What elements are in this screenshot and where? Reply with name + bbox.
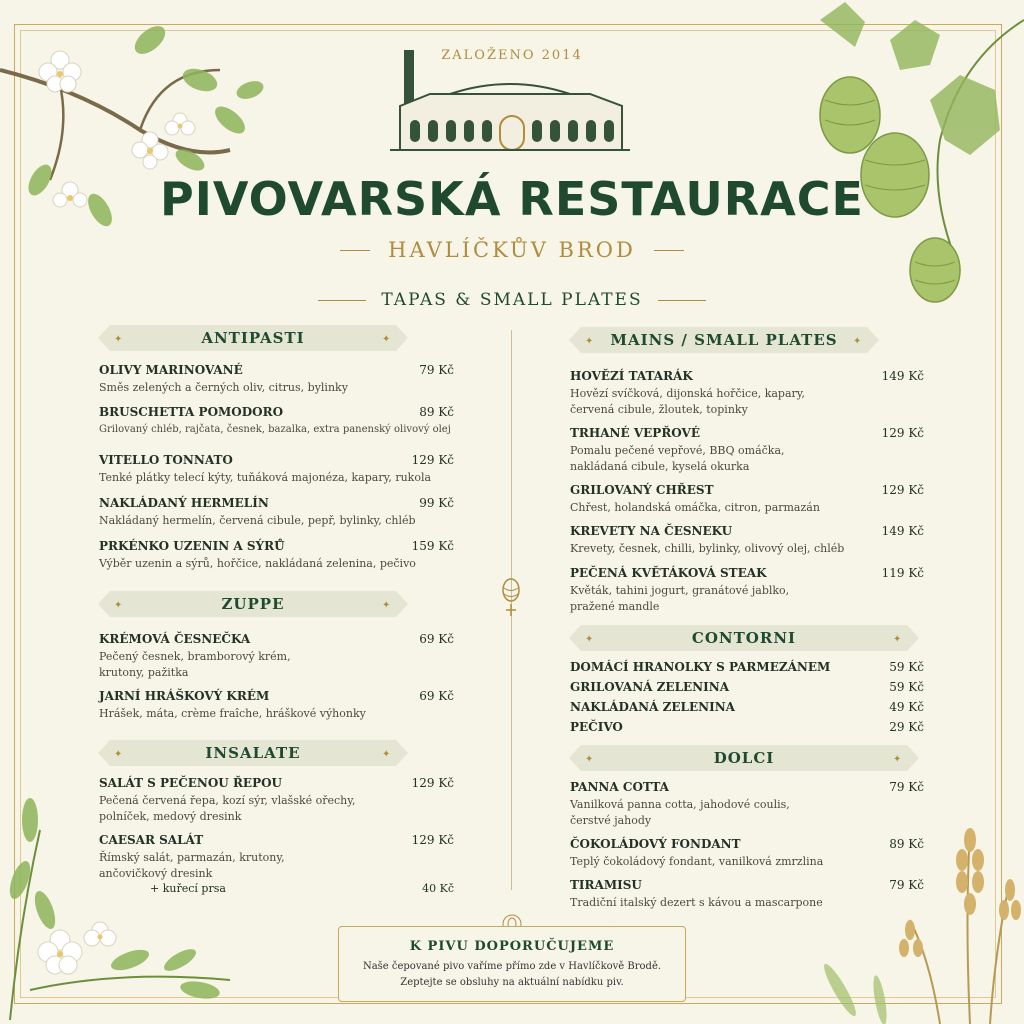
- section-title: ANTIPASTI: [201, 329, 305, 347]
- item-price: 149 Kč: [881, 524, 924, 538]
- section-header-antipasti: [98, 325, 408, 351]
- item-description: Grilovaný chléb, rajčata, česnek, bazalka, extra panenský olivový olej: [99, 424, 451, 435]
- item-description: Římský salát, parmazán, krutony, ančovičkový dresink: [99, 851, 285, 880]
- item-name: TIRAMISU: [570, 878, 642, 892]
- item-name: OLIVY MARINOVANÉ: [99, 363, 243, 377]
- svg-text:✦: ✦: [382, 334, 391, 345]
- section-title: ZUPPE: [221, 595, 285, 613]
- addon-row: [150, 882, 454, 898]
- item-price: 129 Kč: [411, 833, 454, 847]
- item-description: Květák, tahini jogurt, granátové jablko, pražené mandle: [570, 584, 790, 613]
- item-price: 89 Kč: [419, 405, 454, 419]
- section-header-contorni: [569, 625, 919, 651]
- addon-label: + kuřecí prsa: [150, 882, 226, 895]
- section-title: DOLCI: [713, 749, 775, 767]
- item-name: GRILOVANÝ CHŘEST: [570, 483, 714, 497]
- item-name: JARNÍ HRÁŠKOVÝ KRÉM: [99, 689, 270, 703]
- item-name: DOMÁCÍ HRANOLKY S PARMEZÁNEM: [570, 660, 831, 674]
- item-name: BRUSCHETTA POMODORO: [99, 405, 284, 419]
- svg-text:✦: ✦: [382, 600, 391, 611]
- item-description: Chřest, holandská omáčka, citron, parmazán: [570, 501, 820, 514]
- svg-text:✦: ✦: [893, 634, 902, 645]
- item-name: TRHANÉ VEPŘOVÉ: [570, 426, 700, 440]
- item-description: Teplý čokoládový fondant, vanilková zmrzlina: [570, 855, 824, 868]
- restaurant-title: PIVOVARSKÁ RESTAURACE: [160, 172, 864, 226]
- item-price: 159 Kč: [411, 539, 454, 553]
- item-description: Tenké plátky telecí kýty, tuňáková majonéza, kapary, rukola: [99, 471, 432, 484]
- item-name: SALÁT S PEČENOU ŘEPOU: [99, 776, 283, 790]
- item-price: 49 Kč: [889, 700, 924, 714]
- menu-subtitle: TAPAS & SMALL PLATES: [381, 290, 643, 310]
- svg-text:✦: ✦: [114, 334, 123, 345]
- section-header-mains: [569, 327, 879, 353]
- item-price: 59 Kč: [889, 680, 924, 694]
- item-name: PEČENÁ KVĚTÁKOVÁ STEAK: [570, 566, 767, 580]
- item-price: 79 Kč: [419, 363, 454, 377]
- section-title: CONTORNI: [691, 629, 797, 647]
- item-price: 69 Kč: [419, 689, 454, 703]
- svg-text:✦: ✦: [585, 634, 594, 645]
- section-header-zuppe: [98, 591, 408, 617]
- svg-text:✦: ✦: [585, 754, 594, 765]
- side-item: [570, 720, 924, 736]
- item-description: Pečená červená řepa, kozí sýr, vlašské ořechy, polníček, medový dresink: [99, 794, 356, 823]
- section-header-dolci: [569, 745, 919, 771]
- item-price: 99 Kč: [419, 496, 454, 510]
- side-item: [570, 680, 924, 696]
- item-name: HOVĚZÍ TATARÁK: [570, 369, 693, 383]
- item-name: PRKÉNKO UZENIN A SÝRŮ: [99, 539, 285, 553]
- item-description: Hrášek, máta, crème fraîche, hráškové výhonky: [99, 707, 366, 720]
- item-description: Pečený česnek, bramborový krém, krutony, pažitka: [99, 650, 291, 679]
- addon-price: 40 Kč: [422, 882, 454, 895]
- item-name: KRÉMOVÁ ČESNEČKA: [99, 632, 251, 646]
- item-name: NAKLÁDANÁ ZELENINA: [570, 700, 735, 714]
- item-name: KREVETY NA ČESNEKU: [570, 524, 733, 538]
- item-description: Výběr uzenin a sýrů, hořčice, nakládaná zelenina, pečivo: [99, 557, 416, 570]
- item-price: 79 Kč: [889, 780, 924, 794]
- beer-recommendation-box: [338, 926, 686, 1002]
- footer-text: Naše čepované pivo vaříme přímo zde v Havlíčkově Brodě. Zeptejte se obsluhy na aktuální nabídku piv.: [362, 961, 662, 988]
- svg-text:✦: ✦: [893, 754, 902, 765]
- svg-text:✦: ✦: [114, 600, 123, 611]
- city-name: HAVLÍČKŮV BROD: [388, 238, 636, 262]
- item-price: 129 Kč: [411, 453, 454, 467]
- item-name: NAKLÁDANÝ HERMELÍN: [99, 496, 269, 510]
- item-name: PANNA COTTA: [570, 780, 669, 794]
- hop-cone-icon: [500, 574, 522, 618]
- svg-text:✦: ✦: [114, 749, 123, 760]
- item-name: VITELLO TONNATO: [99, 453, 233, 467]
- section-title: INSALATE: [205, 744, 301, 762]
- item-price: 79 Kč: [889, 878, 924, 892]
- section-header-insalate: [98, 740, 408, 766]
- item-description: Tradiční italský dezert s kávou a mascarpone: [570, 896, 823, 909]
- item-price: 119 Kč: [881, 566, 924, 580]
- item-price: 129 Kč: [881, 426, 924, 440]
- wheat-decoration: [780, 800, 1024, 1024]
- item-description: Směs zelených a černých oliv, citrus, bylinky: [99, 381, 348, 394]
- svg-text:✦: ✦: [382, 749, 391, 760]
- brewery-building-illustration: [390, 46, 630, 154]
- item-description: Vanilková panna cotta, jahodové coulis, čerstvé jahody: [570, 798, 790, 827]
- established-text: ZALOŽENO 2014: [441, 48, 583, 63]
- item-price: 89 Kč: [889, 837, 924, 851]
- item-price: 69 Kč: [419, 632, 454, 646]
- side-item: [570, 700, 924, 716]
- item-price: 129 Kč: [881, 483, 924, 497]
- item-description: Krevety, česnek, chilli, bylinky, olivový olej, chléb: [570, 542, 845, 555]
- side-item: [570, 660, 924, 676]
- footer-title: K PIVU DOPORUČUJEME: [409, 939, 615, 954]
- svg-text:✦: ✦: [585, 336, 594, 347]
- svg-text:✦: ✦: [853, 336, 862, 347]
- item-description: Pomalu pečené vepřové, BBQ omáčka, nakládaná cibule, kyselá okurka: [570, 444, 785, 473]
- item-name: CAESAR SALÁT: [99, 833, 204, 847]
- item-name: GRILOVANÁ ZELENINA: [570, 680, 730, 694]
- item-name: PEČIVO: [570, 720, 623, 734]
- section-title: MAINS / SMALL PLATES: [610, 331, 838, 349]
- item-price: 129 Kč: [411, 776, 454, 790]
- item-name: ČOKOLÁDOVÝ FONDANT: [570, 837, 741, 851]
- item-description: Hovězí svíčková, dijonská hořčice, kapary, červená cibule, žloutek, topinky: [570, 387, 806, 416]
- item-description: Nakládaný hermelín, červená cibule, pepř, bylinky, chléb: [99, 514, 416, 527]
- item-price: 149 Kč: [881, 369, 924, 383]
- item-price: 29 Kč: [889, 720, 924, 734]
- item-price: 59 Kč: [889, 660, 924, 674]
